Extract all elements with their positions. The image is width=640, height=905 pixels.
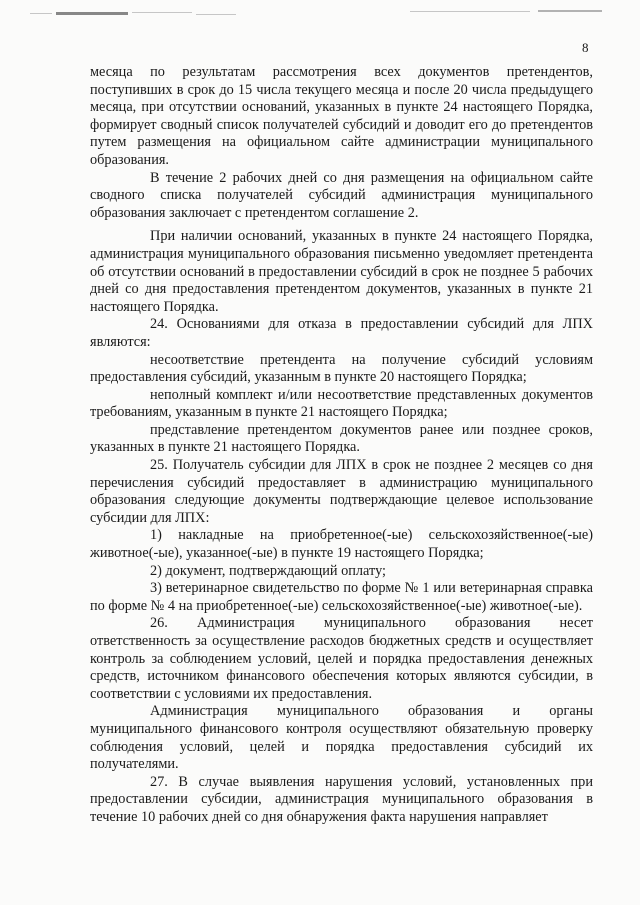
paragraph: 24. Основаниями для отказа в предоставлении субсидий для ЛПХ являются:: [90, 316, 593, 350]
paragraph: 3) ветеринарное свидетельство по форме № 1 или ветеринарная справка по форме № 4 на приобретенное(-ые) сельскохозяйственное(-ые) животное(-ые).: [90, 580, 593, 614]
scan-artifact: [410, 11, 530, 12]
page-number: 8: [582, 40, 589, 55]
paragraph: При наличии оснований, указанных в пункте 24 настоящего Порядка, администрация муниципального образования письменно уведомляет претендента об отсутствии оснований в предоставлении субсидий в срок не позднее 5 рабочих дней со дня предоставления претендентом документов, указанных в пункте 21 настоящего Порядка.: [90, 228, 593, 315]
paragraph: 2) документ, подтверждающий оплату;: [150, 562, 387, 579]
paragraph: месяца по результатам рассмотрения всех документов претендентов, поступивших в срок до 15 числа текущего месяца и после 20 числа предыдущего месяца, при отсутствии оснований, указанных в пункте 24 настоящего Порядка, формирует сводный список получателей субсидий и доводит его до претендентов путем размещения на официальном сайте администрации муниципального образования.: [90, 64, 593, 168]
document-body: [90, 64, 593, 827]
scan-artifact: [30, 13, 52, 14]
paragraph: несоответствие претендента на получение субсидий условиям предоставления субсидий, указанным в пункте 20 настоящего Порядка;: [90, 351, 593, 386]
paragraph: 26. Администрация муниципального образования несет ответственность за осуществление расходов бюджетных средств и осуществляет контроль за соблюдением условий, целей и порядка предоставления денежных средств, источником финансового обеспечения которых являются субсидии, в соответствии с условиями их предоставления.: [90, 615, 593, 702]
paragraph: неполный комплект и/или несоответствие представленных документов требованиям, указанным в пункте 21 настоящего Порядка;: [90, 386, 593, 421]
paragraph: В течение 2 рабочих дней со дня размещения на официальном сайте сводного списка получателей субсидий администрация муниципального образования заключает с претендентом соглашение 2.: [90, 169, 593, 221]
scan-artifact: [196, 14, 236, 15]
paragraph: представление претендентом документов ранее или позднее сроков, указанных в пункте 21 настоящего Порядка.: [90, 421, 593, 456]
paragraph: 25. Получатель субсидии для ЛПХ в срок не позднее 2 месяцев со дня перечисления субсидий предоставляет в администрацию муниципального образования следующие документы подтверждающие целевое использование субсидии для ЛПХ:: [90, 457, 593, 526]
paragraph: 1) накладные на приобретенное(-ые) сельскохозяйственное(-ые) животное(-ые), указанное(-ые) в пункте 19 настоящего Порядка;: [90, 527, 593, 562]
scan-artifact: [538, 10, 602, 12]
scan-artifact: [56, 12, 128, 15]
scan-artifact: [132, 12, 192, 13]
paragraph: Администрация муниципального образования и органы муниципального финансового контроля осуществляют обязательную проверку соблюдения условий, целей и порядка предоставления субсидий их получателями.: [90, 703, 593, 773]
paragraph: 27. В случае выявления нарушения условий, установленных при предоставлении субсидии, администрация муниципального образования в течение 10 рабочих дней со дня обнаружения факта нарушения направляет: [90, 773, 593, 825]
